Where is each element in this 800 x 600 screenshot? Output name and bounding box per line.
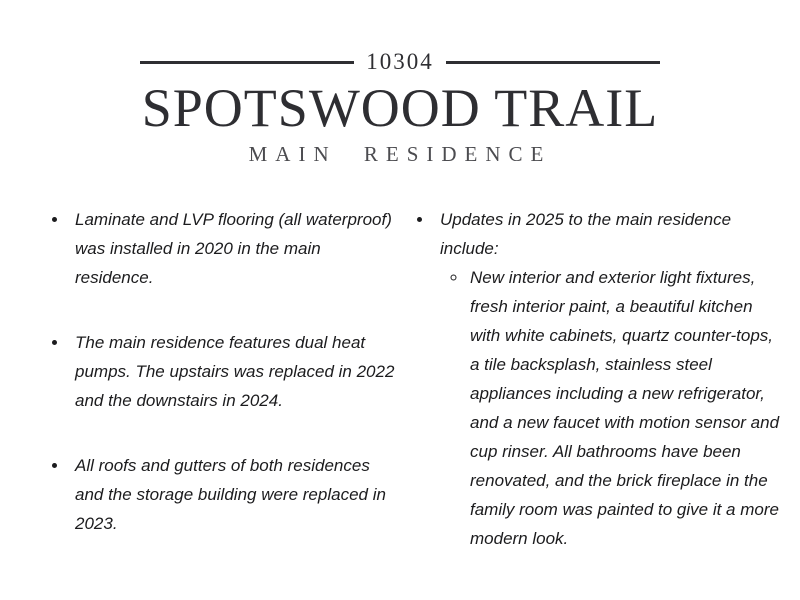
feature-bullet-updates-label: Updates in 2025 to the main residence include: bbox=[440, 210, 732, 258]
features-left-column bbox=[45, 205, 395, 553]
property-subtitle: MAIN RESIDENCE bbox=[248, 142, 552, 166]
address-row bbox=[140, 50, 660, 75]
left-bullet-list bbox=[45, 205, 395, 538]
header-rule-left bbox=[140, 61, 354, 64]
updates-sub-bullet-list bbox=[440, 263, 782, 553]
header-rule-right bbox=[446, 61, 660, 64]
feature-sub-bullet-updates-detail: ◦ New interior and exterior light fixtures, fresh interior paint, a beautiful kitchen with white cabinets, quartz counter-tops, a tile backsplash, stainless steel appliances including a new refrigerator, and a new faucet with motion sensor and cup rinser. All bathrooms have been renovated, and the brick fireplace in the family room was painted to give it a more modern look. bbox=[468, 263, 782, 553]
property-header bbox=[0, 0, 800, 167]
feature-bullet-updates-2025 bbox=[434, 205, 782, 553]
features-content bbox=[0, 205, 800, 553]
features-right-column bbox=[410, 205, 782, 553]
address-number: 10304 bbox=[366, 49, 434, 74]
feature-bullet-heat-pumps: • The main residence features dual heat pumps. The upstairs was replaced in 2022 and the downstairs in 2024. bbox=[69, 328, 395, 415]
feature-bullet-flooring: • Laminate and LVP flooring (all waterproof) was installed in 2020 in the main residence. bbox=[69, 205, 395, 292]
feature-bullet-roofs-gutters: • All roofs and gutters of both residences and the storage building were replaced in 2023. bbox=[69, 451, 395, 538]
property-title: SPOTSWOOD TRAIL bbox=[141, 78, 659, 138]
right-bullet-list bbox=[410, 205, 782, 553]
